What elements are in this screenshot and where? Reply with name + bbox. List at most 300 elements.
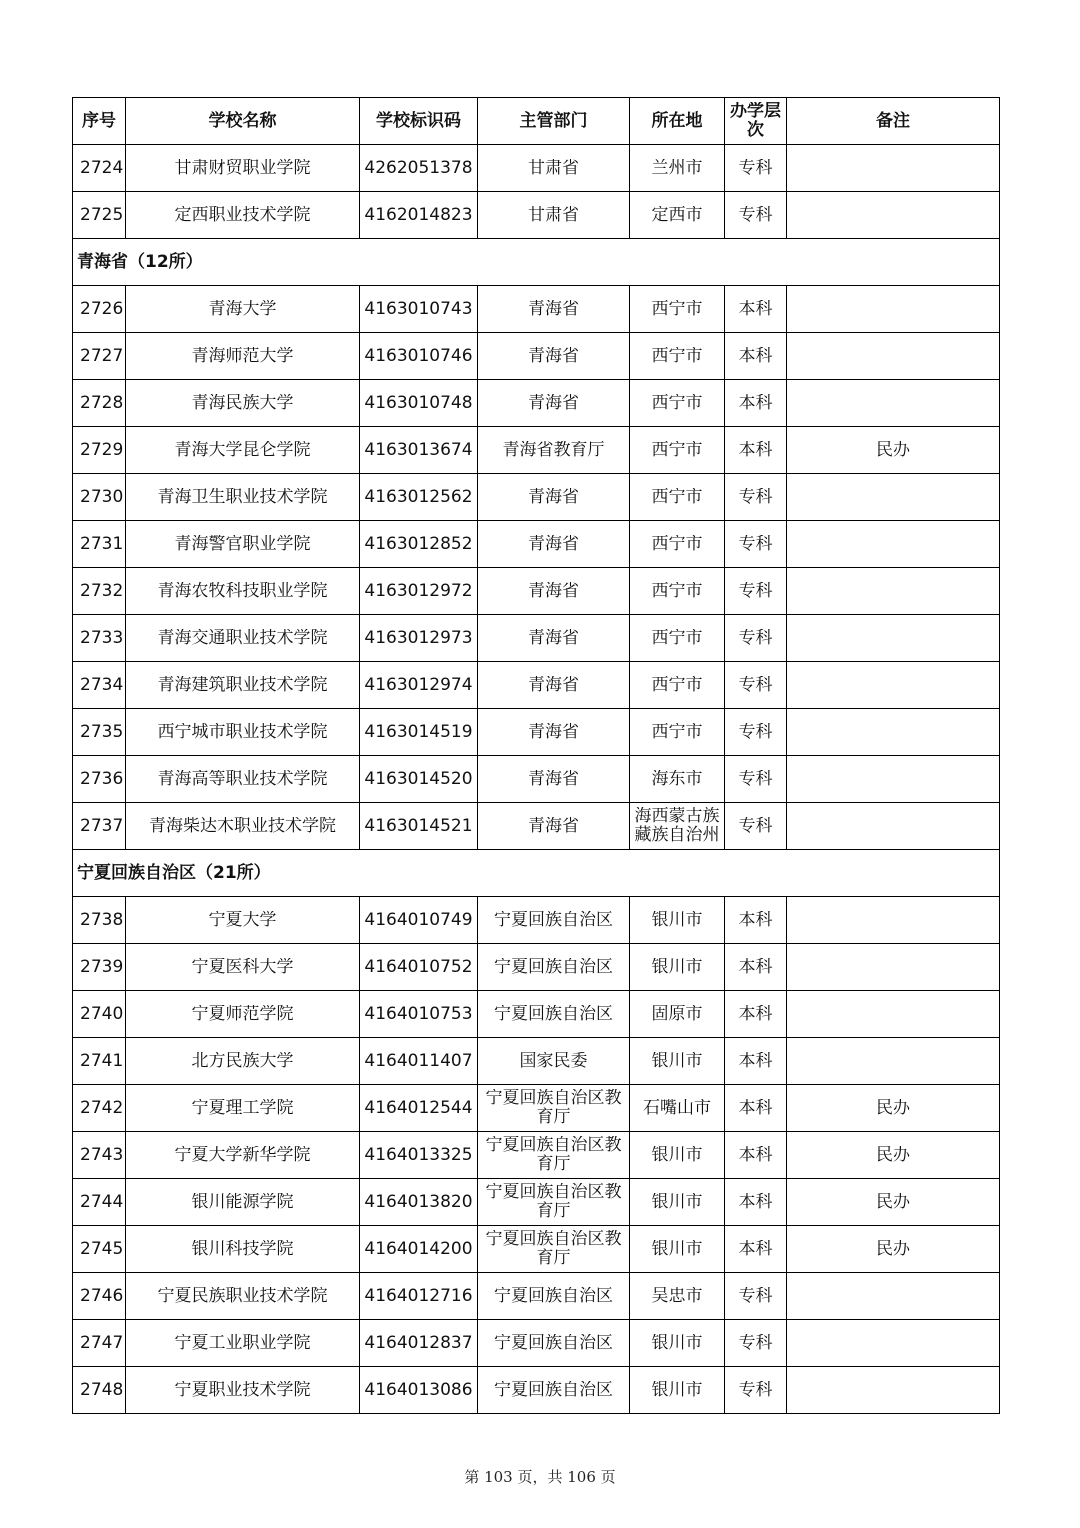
cell-school-name-text: 西宁城市职业技术学院 bbox=[157, 722, 328, 742]
cell-department-text: 甘肃省 bbox=[528, 158, 579, 178]
cell-no bbox=[73, 944, 126, 991]
cell-department-text: 青海省教育厅 bbox=[502, 440, 605, 460]
cell-level-text: 专科 bbox=[738, 1333, 773, 1353]
cell-school-code-text: 4164010752 bbox=[364, 957, 473, 977]
cell-location bbox=[630, 991, 725, 1038]
cell-school-name bbox=[126, 333, 360, 380]
cell-location bbox=[630, 333, 725, 380]
cell-school-name bbox=[126, 427, 360, 474]
cell-note-text: 民办 bbox=[876, 1239, 910, 1259]
cell-school-code bbox=[360, 1038, 478, 1085]
cell-level bbox=[725, 1085, 787, 1132]
cell-level-text: 专科 bbox=[738, 722, 773, 742]
cell-school-name-text: 宁夏职业技术学院 bbox=[174, 1380, 311, 1400]
cell-department-text: 青海省 bbox=[528, 534, 579, 554]
cell-school-code bbox=[360, 568, 478, 615]
table-row bbox=[73, 803, 1000, 850]
cell-school-name bbox=[126, 1367, 360, 1414]
cell-school-name bbox=[126, 1320, 360, 1367]
cell-department bbox=[478, 474, 630, 521]
cell-no bbox=[73, 380, 126, 427]
cell-level bbox=[725, 991, 787, 1038]
cell-no bbox=[73, 1179, 126, 1226]
cell-school-name-text: 北方民族大学 bbox=[191, 1051, 294, 1071]
table-row bbox=[73, 568, 1000, 615]
cell-no bbox=[73, 521, 126, 568]
cell-no bbox=[73, 1320, 126, 1367]
cell-department bbox=[478, 192, 630, 239]
header-city: 所在地 bbox=[630, 98, 725, 145]
cell-school-name bbox=[126, 521, 360, 568]
cell-department-text: 青海省 bbox=[528, 393, 579, 413]
cell-no-text: 2729 bbox=[80, 440, 124, 460]
table-row bbox=[73, 380, 1000, 427]
cell-note-text: 民办 bbox=[876, 440, 910, 460]
cell-level-text: 专科 bbox=[738, 487, 773, 507]
cell-department bbox=[478, 333, 630, 380]
cell-school-code-text: 4262051378 bbox=[364, 158, 473, 178]
cell-school-code bbox=[360, 756, 478, 803]
cell-no-text: 2728 bbox=[80, 393, 124, 413]
table-row bbox=[73, 944, 1000, 991]
section-title: 青海省（12所） bbox=[73, 239, 1000, 286]
cell-level bbox=[725, 615, 787, 662]
cell-school-name bbox=[126, 756, 360, 803]
cell-location-text: 银川市 bbox=[651, 1239, 703, 1259]
cell-location bbox=[630, 474, 725, 521]
cell-location bbox=[630, 944, 725, 991]
cell-note bbox=[787, 145, 1000, 192]
cell-note bbox=[787, 521, 1000, 568]
cell-department bbox=[478, 709, 630, 756]
cell-no bbox=[73, 991, 126, 1038]
cell-school-name bbox=[126, 991, 360, 1038]
cell-school-name bbox=[126, 192, 360, 239]
cell-department bbox=[478, 1038, 630, 1085]
cell-school-code-text: 4164010749 bbox=[364, 910, 473, 930]
cell-location-text: 银川市 bbox=[651, 1333, 703, 1353]
cell-department bbox=[478, 380, 630, 427]
cell-school-code-text: 4163013674 bbox=[364, 440, 473, 460]
cell-department-text: 青海省 bbox=[528, 769, 579, 789]
cell-no bbox=[73, 333, 126, 380]
cell-school-code bbox=[360, 1085, 478, 1132]
cell-department bbox=[478, 1273, 630, 1320]
cell-department bbox=[478, 286, 630, 333]
cell-school-name-text: 宁夏医科大学 bbox=[191, 957, 294, 977]
cell-note-text: 民办 bbox=[876, 1098, 910, 1118]
cell-no bbox=[73, 427, 126, 474]
cell-school-code bbox=[360, 662, 478, 709]
cell-location-text: 西宁市 bbox=[651, 487, 703, 507]
cell-no-text: 2740 bbox=[80, 1004, 124, 1024]
cell-location bbox=[630, 1320, 725, 1367]
cell-no bbox=[73, 709, 126, 756]
cell-level bbox=[725, 333, 787, 380]
cell-no-text: 2727 bbox=[80, 346, 124, 366]
cell-no-text: 2737 bbox=[80, 816, 124, 836]
cell-no bbox=[73, 756, 126, 803]
cell-location bbox=[630, 1038, 725, 1085]
table-row bbox=[73, 1038, 1000, 1085]
cell-department-text: 青海省 bbox=[528, 299, 579, 319]
cell-level bbox=[725, 192, 787, 239]
cell-school-code-text: 4164013325 bbox=[364, 1145, 473, 1165]
cell-school-code bbox=[360, 1273, 478, 1320]
cell-location-text: 西宁市 bbox=[651, 440, 703, 460]
table-row bbox=[73, 427, 1000, 474]
cell-school-code-text: 4164013086 bbox=[364, 1380, 473, 1400]
table-row bbox=[73, 286, 1000, 333]
cell-no-text: 2725 bbox=[80, 205, 124, 225]
cell-school-name-text: 青海卫生职业技术学院 bbox=[157, 487, 328, 507]
cell-department bbox=[478, 662, 630, 709]
cell-no-text: 2746 bbox=[80, 1286, 124, 1306]
cell-note bbox=[787, 1273, 1000, 1320]
cell-location bbox=[630, 615, 725, 662]
cell-department-text: 宁夏回族自治区教育厅 bbox=[485, 1183, 622, 1221]
cell-location-text: 西宁市 bbox=[651, 675, 703, 695]
cell-location bbox=[630, 1132, 725, 1179]
cell-school-code bbox=[360, 897, 478, 944]
table-row bbox=[73, 1085, 1000, 1132]
cell-no-text: 2726 bbox=[80, 299, 124, 319]
cell-school-code-text: 4164014200 bbox=[364, 1239, 473, 1259]
cell-department-text: 宁夏回族自治区 bbox=[494, 1333, 613, 1353]
cell-department bbox=[478, 991, 630, 1038]
cell-location-text: 银川市 bbox=[651, 1145, 703, 1165]
cell-level-text: 专科 bbox=[738, 534, 773, 554]
cell-level bbox=[725, 756, 787, 803]
cell-department-text: 宁夏回族自治区 bbox=[494, 1004, 613, 1024]
cell-no bbox=[73, 145, 126, 192]
cell-note bbox=[787, 1132, 1000, 1179]
cell-note bbox=[787, 427, 1000, 474]
cell-note bbox=[787, 1226, 1000, 1273]
cell-school-name-text: 宁夏工业职业学院 bbox=[174, 1333, 311, 1353]
table-row bbox=[73, 1320, 1000, 1367]
cell-school-code-text: 4163012852 bbox=[364, 534, 473, 554]
cell-school-code bbox=[360, 474, 478, 521]
cell-school-name bbox=[126, 1132, 360, 1179]
cell-level bbox=[725, 803, 787, 850]
cell-department-text: 青海省 bbox=[528, 722, 579, 742]
cell-no bbox=[73, 1132, 126, 1179]
cell-no-text: 2741 bbox=[80, 1051, 124, 1071]
cell-school-name-text: 宁夏大学 bbox=[208, 910, 277, 930]
cell-no bbox=[73, 568, 126, 615]
cell-school-name bbox=[126, 1085, 360, 1132]
cell-school-code bbox=[360, 1226, 478, 1273]
cell-location-text: 银川市 bbox=[651, 1051, 703, 1071]
cell-school-code bbox=[360, 803, 478, 850]
cell-department bbox=[478, 1367, 630, 1414]
cell-note bbox=[787, 803, 1000, 850]
cell-level bbox=[725, 1179, 787, 1226]
cell-level-text: 本科 bbox=[738, 1239, 773, 1259]
cell-location-text: 兰州市 bbox=[651, 158, 703, 178]
cell-department bbox=[478, 1179, 630, 1226]
cell-note bbox=[787, 1085, 1000, 1132]
cell-note bbox=[787, 380, 1000, 427]
cell-location-text: 海东市 bbox=[651, 769, 703, 789]
cell-school-name bbox=[126, 568, 360, 615]
cell-department bbox=[478, 1085, 630, 1132]
cell-department bbox=[478, 427, 630, 474]
cell-location-text: 银川市 bbox=[651, 957, 703, 977]
cell-no bbox=[73, 1085, 126, 1132]
cell-level bbox=[725, 944, 787, 991]
cell-school-name-text: 宁夏师范学院 bbox=[191, 1004, 294, 1024]
table-row bbox=[73, 474, 1000, 521]
cell-department bbox=[478, 568, 630, 615]
cell-location-text: 西宁市 bbox=[651, 346, 703, 366]
cell-school-code-text: 4163012562 bbox=[364, 487, 473, 507]
cell-location-text: 西宁市 bbox=[651, 299, 703, 319]
cell-location-text: 西宁市 bbox=[651, 628, 703, 648]
cell-level-text: 专科 bbox=[738, 628, 773, 648]
cell-level-text: 本科 bbox=[738, 1098, 773, 1118]
cell-department bbox=[478, 1226, 630, 1273]
cell-school-name bbox=[126, 709, 360, 756]
cell-no-text: 2724 bbox=[80, 158, 124, 178]
cell-location bbox=[630, 1085, 725, 1132]
table-row bbox=[73, 1132, 1000, 1179]
cell-level-text: 本科 bbox=[738, 1051, 773, 1071]
cell-no bbox=[73, 803, 126, 850]
cell-school-name-text: 宁夏理工学院 bbox=[191, 1098, 294, 1118]
cell-school-name bbox=[126, 897, 360, 944]
cell-location-text: 西宁市 bbox=[651, 722, 703, 742]
cell-location-text: 西宁市 bbox=[651, 393, 703, 413]
cell-school-name-text: 青海民族大学 bbox=[191, 393, 294, 413]
header-name: 学校名称 bbox=[126, 98, 360, 145]
cell-level bbox=[725, 286, 787, 333]
cell-location bbox=[630, 427, 725, 474]
cell-note bbox=[787, 286, 1000, 333]
cell-school-code bbox=[360, 1320, 478, 1367]
header-level-label: 办学层次 bbox=[730, 102, 781, 140]
cell-department bbox=[478, 803, 630, 850]
cell-department bbox=[478, 1132, 630, 1179]
cell-no-text: 2733 bbox=[80, 628, 124, 648]
cell-department bbox=[478, 521, 630, 568]
cell-location bbox=[630, 380, 725, 427]
header-row bbox=[73, 98, 1000, 145]
cell-no bbox=[73, 1367, 126, 1414]
cell-school-code bbox=[360, 1367, 478, 1414]
cell-level-text: 专科 bbox=[738, 581, 773, 601]
table-row bbox=[73, 1179, 1000, 1226]
cell-no-text: 2734 bbox=[80, 675, 124, 695]
cell-school-name bbox=[126, 1179, 360, 1226]
cell-note-text: 民办 bbox=[876, 1145, 910, 1165]
cell-level-text: 本科 bbox=[738, 346, 773, 366]
cell-school-code-text: 4163010746 bbox=[364, 346, 473, 366]
cell-level bbox=[725, 709, 787, 756]
cell-level bbox=[725, 897, 787, 944]
header-note: 备注 bbox=[787, 98, 1000, 145]
cell-department bbox=[478, 615, 630, 662]
cell-school-code bbox=[360, 944, 478, 991]
cell-level-text: 本科 bbox=[738, 440, 773, 460]
cell-school-name-text: 银川能源学院 bbox=[191, 1192, 294, 1212]
table-row bbox=[73, 615, 1000, 662]
cell-school-name-text: 宁夏大学新华学院 bbox=[174, 1145, 311, 1165]
cell-no-text: 2747 bbox=[80, 1333, 124, 1353]
cell-department-text: 甘肃省 bbox=[528, 205, 579, 225]
cell-level-text: 本科 bbox=[738, 299, 773, 319]
cell-note bbox=[787, 333, 1000, 380]
cell-school-code-text: 4163010748 bbox=[364, 393, 473, 413]
cell-school-code-text: 4163014519 bbox=[364, 722, 473, 742]
header-dept: 主管部门 bbox=[478, 98, 630, 145]
cell-school-code-text: 4164010753 bbox=[364, 1004, 473, 1024]
cell-school-code-text: 4163010743 bbox=[364, 299, 473, 319]
cell-no bbox=[73, 1273, 126, 1320]
cell-school-name-text: 青海建筑职业技术学院 bbox=[157, 675, 328, 695]
cell-note bbox=[787, 615, 1000, 662]
section-title: 宁夏回族自治区（21所） bbox=[73, 850, 1000, 897]
cell-school-name-text: 宁夏民族职业技术学院 bbox=[157, 1286, 328, 1306]
cell-school-name bbox=[126, 615, 360, 662]
cell-department-text: 宁夏回族自治区 bbox=[494, 1286, 613, 1306]
cell-school-code bbox=[360, 427, 478, 474]
cell-level-text: 本科 bbox=[738, 393, 773, 413]
cell-school-code bbox=[360, 333, 478, 380]
cell-school-code bbox=[360, 1179, 478, 1226]
cell-level bbox=[725, 380, 787, 427]
cell-level-text: 本科 bbox=[738, 1192, 773, 1212]
page-footer: 第 103 页，共 106 页 bbox=[464, 1468, 616, 1486]
cell-no-text: 2748 bbox=[80, 1380, 124, 1400]
cell-school-name bbox=[126, 1226, 360, 1273]
cell-department-text: 青海省 bbox=[528, 816, 579, 836]
cell-note bbox=[787, 756, 1000, 803]
cell-department-text: 青海省 bbox=[528, 487, 579, 507]
cell-school-code-text: 4163012973 bbox=[364, 628, 473, 648]
cell-level-text: 本科 bbox=[738, 1145, 773, 1165]
cell-school-name bbox=[126, 662, 360, 709]
cell-department-text: 宁夏回族自治区 bbox=[494, 1380, 613, 1400]
cell-location-text: 海西蒙古族藏族自治州 bbox=[634, 807, 720, 845]
table-row bbox=[73, 145, 1000, 192]
cell-school-code bbox=[360, 145, 478, 192]
cell-school-name bbox=[126, 474, 360, 521]
cell-location-text: 西宁市 bbox=[651, 534, 703, 554]
cell-level bbox=[725, 1367, 787, 1414]
cell-school-name bbox=[126, 1273, 360, 1320]
cell-department-text: 宁夏回族自治区 bbox=[494, 957, 613, 977]
cell-level-text: 专科 bbox=[738, 769, 773, 789]
cell-school-name-text: 青海柴达木职业技术学院 bbox=[149, 816, 336, 836]
cell-school-code-text: 4163014520 bbox=[364, 769, 473, 789]
cell-school-code-text: 4164012716 bbox=[364, 1286, 473, 1306]
table-row bbox=[73, 756, 1000, 803]
table-row bbox=[73, 333, 1000, 380]
cell-no bbox=[73, 615, 126, 662]
cell-note bbox=[787, 192, 1000, 239]
cell-school-code-text: 4163014521 bbox=[364, 816, 473, 836]
cell-level-text: 专科 bbox=[738, 1380, 773, 1400]
cell-level bbox=[725, 568, 787, 615]
table-body bbox=[73, 145, 1000, 1414]
cell-location bbox=[630, 145, 725, 192]
cell-school-code bbox=[360, 286, 478, 333]
cell-school-code-text: 4164012837 bbox=[364, 1333, 473, 1353]
cell-school-code bbox=[360, 615, 478, 662]
cell-location bbox=[630, 521, 725, 568]
table-row bbox=[73, 1367, 1000, 1414]
cell-location bbox=[630, 1367, 725, 1414]
cell-department bbox=[478, 1320, 630, 1367]
cell-school-name-text: 定西职业技术学院 bbox=[174, 205, 311, 225]
table-row bbox=[73, 897, 1000, 944]
cell-school-name-text: 银川科技学院 bbox=[191, 1239, 294, 1259]
cell-school-code-text: 4163012972 bbox=[364, 581, 473, 601]
cell-note bbox=[787, 709, 1000, 756]
cell-no-text: 2738 bbox=[80, 910, 124, 930]
cell-no bbox=[73, 474, 126, 521]
cell-department-text: 青海省 bbox=[528, 346, 579, 366]
cell-school-code-text: 4164013820 bbox=[364, 1192, 473, 1212]
cell-note bbox=[787, 568, 1000, 615]
cell-department-text: 国家民委 bbox=[519, 1051, 588, 1071]
cell-department bbox=[478, 944, 630, 991]
cell-department bbox=[478, 145, 630, 192]
cell-no bbox=[73, 897, 126, 944]
cell-no bbox=[73, 662, 126, 709]
cell-level-text: 专科 bbox=[738, 205, 773, 225]
cell-location-text: 银川市 bbox=[651, 910, 703, 930]
cell-school-name-text: 青海师范大学 bbox=[191, 346, 294, 366]
cell-department-text: 宁夏回族自治区 bbox=[494, 910, 613, 930]
cell-location bbox=[630, 897, 725, 944]
cell-location-text: 西宁市 bbox=[651, 581, 703, 601]
cell-no-text: 2735 bbox=[80, 722, 124, 742]
cell-level bbox=[725, 1038, 787, 1085]
cell-department bbox=[478, 897, 630, 944]
cell-location-text: 银川市 bbox=[651, 1380, 703, 1400]
cell-location bbox=[630, 756, 725, 803]
cell-no-text: 2744 bbox=[80, 1192, 124, 1212]
cell-location bbox=[630, 192, 725, 239]
cell-location-text: 固原市 bbox=[651, 1004, 703, 1024]
cell-no-text: 2730 bbox=[80, 487, 124, 507]
cell-location bbox=[630, 286, 725, 333]
cell-level bbox=[725, 1132, 787, 1179]
cell-location bbox=[630, 568, 725, 615]
section-row bbox=[73, 850, 1000, 897]
cell-no bbox=[73, 192, 126, 239]
cell-school-name-text: 青海交通职业技术学院 bbox=[157, 628, 328, 648]
table-row bbox=[73, 991, 1000, 1038]
cell-school-code-text: 4164012544 bbox=[364, 1098, 473, 1118]
cell-school-code-text: 4164011407 bbox=[364, 1051, 473, 1071]
cell-school-code bbox=[360, 521, 478, 568]
cell-department-text: 青海省 bbox=[528, 628, 579, 648]
cell-school-name-text: 青海警官职业学院 bbox=[174, 534, 311, 554]
cell-school-name-text: 青海大学昆仑学院 bbox=[174, 440, 311, 460]
cell-note bbox=[787, 897, 1000, 944]
cell-level-text: 专科 bbox=[738, 1286, 773, 1306]
cell-no-text: 2732 bbox=[80, 581, 124, 601]
cell-location bbox=[630, 803, 725, 850]
cell-note bbox=[787, 991, 1000, 1038]
cell-level bbox=[725, 521, 787, 568]
cell-level-text: 专科 bbox=[738, 675, 773, 695]
cell-department-text: 青海省 bbox=[528, 675, 579, 695]
